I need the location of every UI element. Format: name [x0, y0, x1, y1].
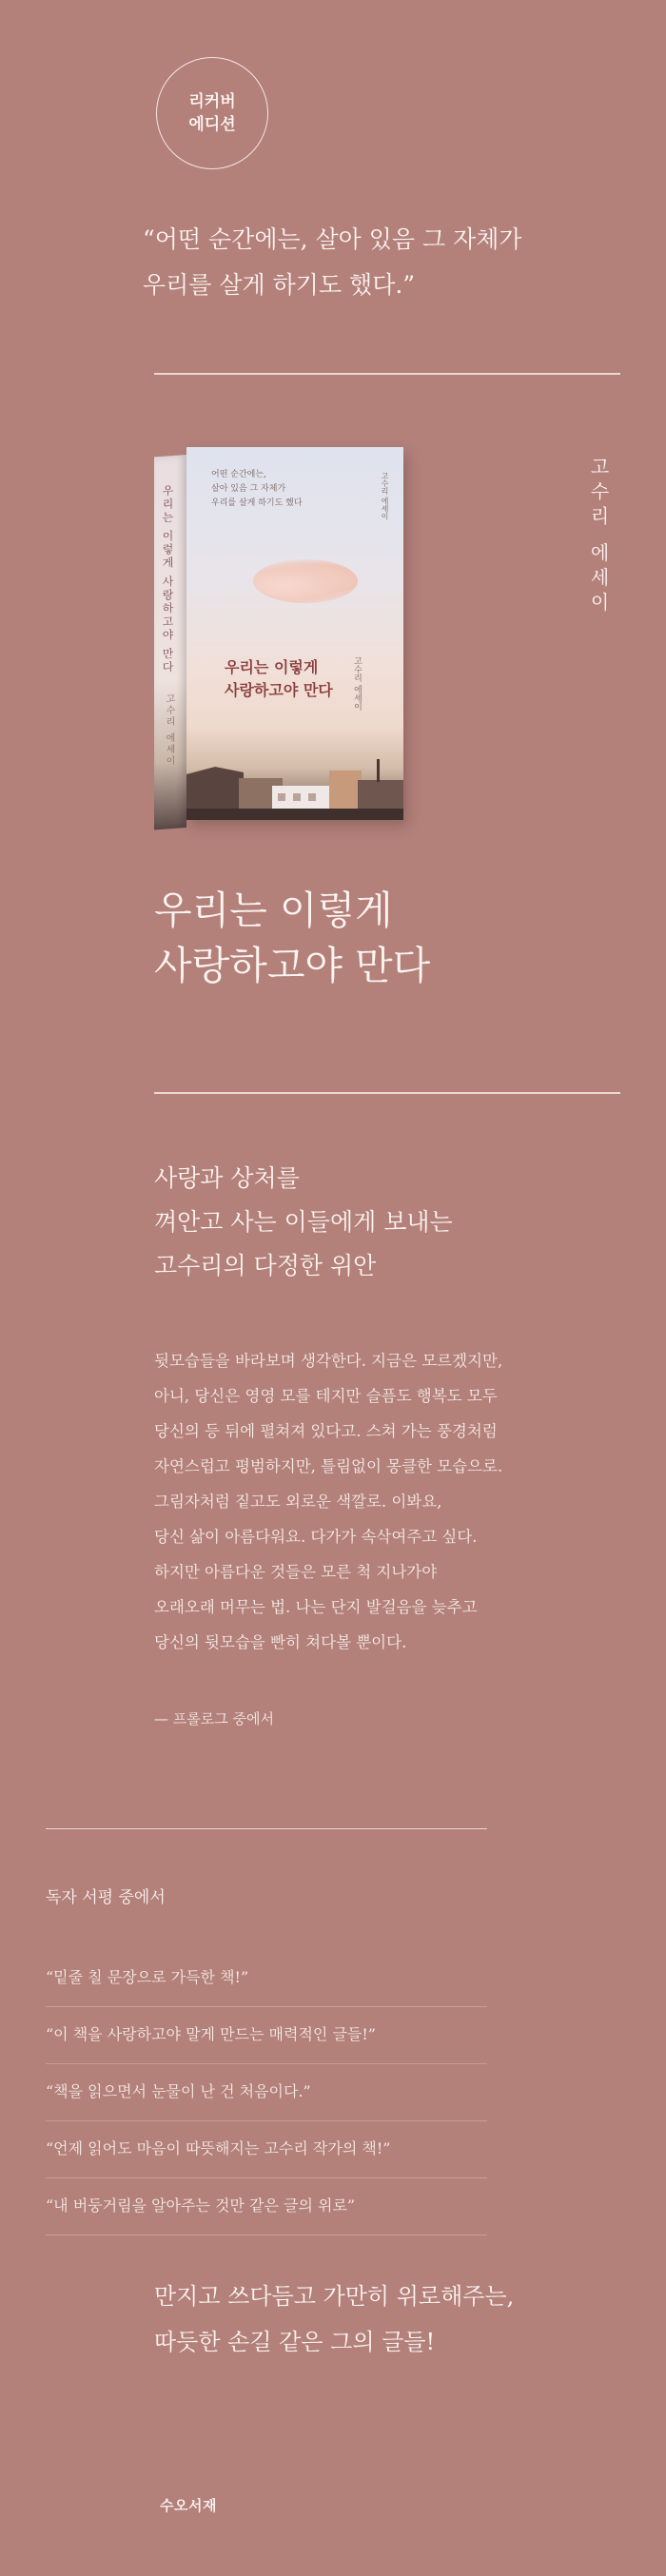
- vertical-series-label: 고수리 에세이: [587, 457, 610, 617]
- rooftop-skyline-illustration: [186, 753, 403, 820]
- excerpt-source: — 프롤로그 중에서: [154, 1710, 274, 1727]
- excerpt-line: 당신의 등 뒤에 펼쳐져 있다고. 스쳐 가는 풍경처럼: [154, 1422, 498, 1440]
- closing-line-2: 따듯한 손길 같은 그의 글들!: [154, 2329, 436, 2355]
- cover-subtitle-line: 우리를 살게 하기도 했다: [211, 498, 303, 508]
- excerpt-line: 자연스럽고 평범하지만, 틀림없이 몽클한 모습으로.: [154, 1457, 503, 1475]
- cover-subtitle-line: 살아 있음 그 자체가: [211, 484, 286, 494]
- cover-title: [225, 656, 333, 702]
- review-item: “이 책을 사랑하고야 말게 만드는 매력적인 글들!”: [46, 2022, 487, 2064]
- book-title-line-2: 사랑하고야 만다: [154, 943, 431, 988]
- excerpt-line: 오래오래 머무는 법. 나는 단지 발걸음을 늦추고: [154, 1598, 478, 1616]
- cover-author: 고수리 에세이: [352, 656, 362, 711]
- lede-text: [154, 1157, 453, 1288]
- badge-line-1: 리커버: [188, 92, 236, 111]
- opening-quote: [143, 217, 618, 308]
- lede-line-2: 껴안고 사는 이들에게 보내는: [154, 1208, 453, 1236]
- quote-line-2: 우리를 살게 하기도 했다.”: [143, 271, 416, 299]
- spine-title: 우리는 이렇게 사랑하고야 만다: [161, 483, 174, 675]
- divider-reviews: [46, 1828, 487, 1829]
- cover-author-top: 고수리 에세이: [381, 472, 389, 520]
- book-spine: [154, 455, 186, 829]
- review-item: “내 버둥거림을 알아주는 것만 같은 글의 위로”: [46, 2194, 487, 2235]
- cover-subtitle: [211, 468, 344, 511]
- publisher-logo: 수오서재: [160, 2497, 217, 2514]
- excerpt-line: 당신 삶이 아름다워요. 다가가 속삭여주고 싶다.: [154, 1528, 478, 1546]
- divider-middle: [154, 1092, 620, 1094]
- book-title-line-1: 우리는 이렇게: [154, 888, 393, 933]
- review-item: “언제 읽어도 마음이 따뜻해지는 고수리 작가의 책!”: [46, 2137, 487, 2178]
- excerpt-line: 뒷모습들을 바라보며 생각한다. 지금은 모르겠지만,: [154, 1352, 503, 1370]
- book-title: [154, 883, 430, 993]
- divider-top: [154, 373, 620, 375]
- badge-line-2: 에디션: [188, 115, 236, 134]
- lede-line-3: 고수리의 다정한 위안: [154, 1252, 377, 1279]
- excerpt-line: 당신의 뒷모습을 빤히 쳐다볼 뿐이다.: [154, 1633, 407, 1651]
- edition-badge: [156, 57, 268, 169]
- excerpt-line: 하지만 아름다운 것들은 모른 척 지나가야: [154, 1563, 438, 1581]
- review-item: “책을 읽으면서 눈물이 난 건 처음이다.”: [46, 2079, 487, 2121]
- excerpt-line: 아니, 당신은 영영 모를 테지만 슬픔도 행복도 모두: [154, 1387, 498, 1405]
- cloud-illustration: [253, 559, 358, 603]
- review-item: “밑줄 칠 문장으로 가득한 책!”: [46, 1965, 487, 2007]
- excerpt-paragraph: [154, 1343, 582, 1660]
- book-image: [154, 447, 403, 828]
- cover-title-line: 우리는 이렇게: [225, 658, 319, 676]
- cover-subtitle-line: 어떤 순간에는,: [211, 470, 266, 479]
- spine-author: 고수리 에세이: [164, 693, 174, 768]
- closing-text: [154, 2274, 514, 2365]
- quote-line-1: “어떤 순간에는, 살아 있음 그 자체가: [143, 225, 522, 253]
- book-front-cover: [186, 447, 403, 820]
- cover-title-line: 사랑하고야 만다: [225, 681, 333, 699]
- reviews-heading: 독자 서평 중에서: [46, 1888, 166, 1907]
- lede-line-1: 사랑과 상처를: [154, 1164, 300, 1192]
- closing-line-1: 만지고 쓰다듬고 가만히 위로해주는,: [154, 2283, 515, 2310]
- excerpt-line: 그림자처럼 짙고도 외로운 색깔로. 이봐요,: [154, 1493, 442, 1511]
